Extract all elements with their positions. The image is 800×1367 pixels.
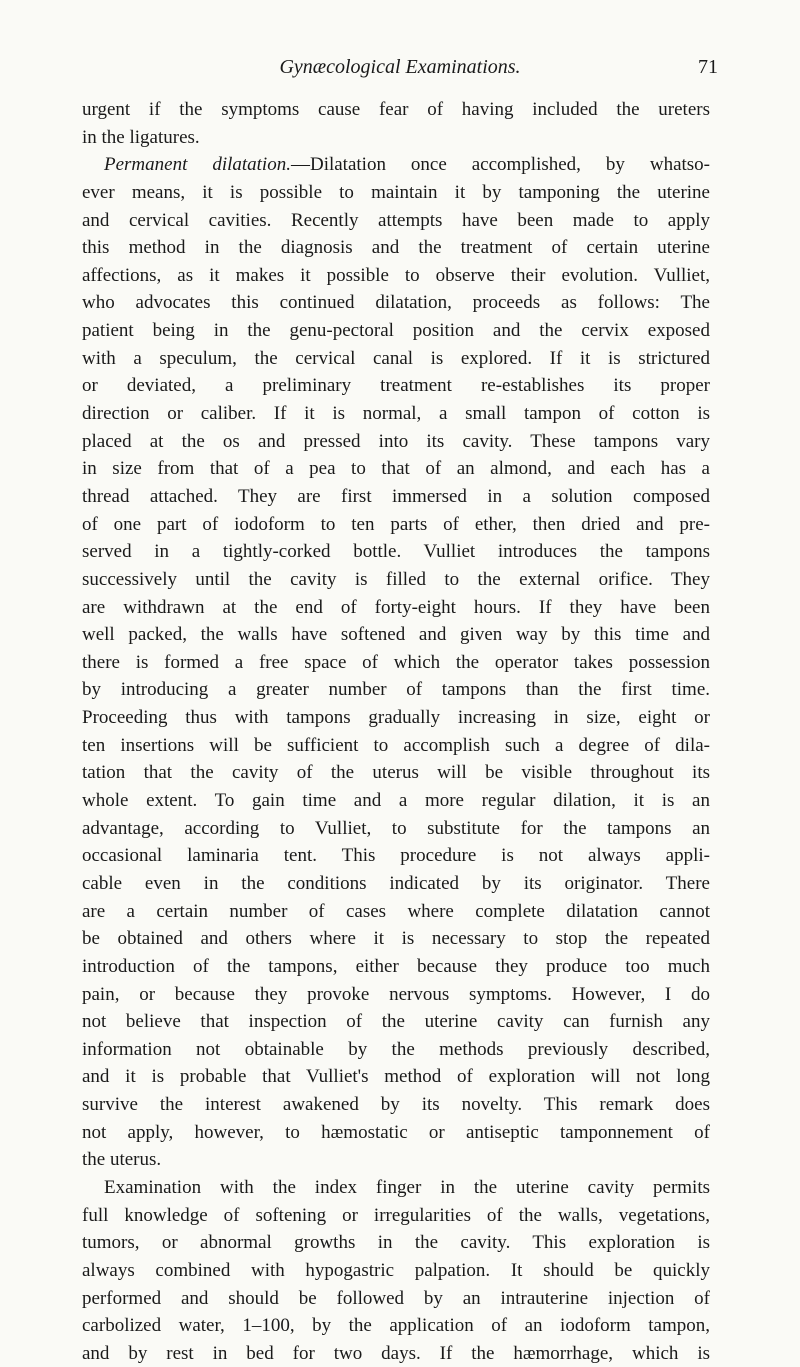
running-title: Gynæcological Examinations. — [279, 56, 521, 78]
text-line: ten insertions will be sufficient to accomplish such a degree of dila- — [82, 734, 710, 756]
text-line: occasional laminaria tent. This procedure is not always appli- — [82, 845, 710, 867]
text-line: and by rest in bed for two days. If the hæmorrhage, which is — [82, 1342, 710, 1364]
text-line: or deviated, a preliminary treatment re-establishes its proper — [82, 375, 710, 397]
text-line: Examination with the index finger in the uterine cavity permits — [104, 1176, 710, 1198]
text-line: patient being in the genu-pectoral position and the cervix exposed — [82, 320, 710, 342]
body-text — [82, 96, 710, 1367]
text-line: successively until the cavity is filled to the external orifice. They — [82, 568, 710, 590]
text-line: urgent if the symptoms cause fear of having included the ureters — [82, 99, 710, 120]
text-line: whole extent. To gain time and a more regular dilation, it is an — [82, 790, 710, 812]
text-line: the uterus. — [82, 1149, 162, 1171]
text-line: pain, or because they provoke nervous symptoms. However, I do — [82, 983, 710, 1005]
text-line: of one part of iodoform to ten parts of ether, then dried and pre- — [82, 513, 710, 535]
text-line: are a certain number of cases where complete dilatation cannot — [82, 900, 710, 922]
text-line: survive the interest awakened by its novelty. This remark does — [82, 1094, 710, 1116]
text-line: full knowledge of softening or irregularities of the walls, vegetations, — [82, 1204, 710, 1226]
text-line: always combined with hypogastric palpation. It should be quickly — [82, 1259, 710, 1281]
section-lead: Permanent dilatation. — [104, 154, 291, 176]
text-line: advantage, according to Vulliet, to substitute for the tampons an — [82, 817, 710, 839]
text-line: not believe that inspection of the uterine cavity can furnish any — [82, 1011, 710, 1033]
running-head — [82, 56, 718, 82]
text-line: in the ligatures. — [82, 126, 200, 148]
text-line: performed and should be followed by an intrauterine injection of — [82, 1287, 710, 1309]
text-line: with a speculum, the cervical canal is explored. If it is strictured — [82, 347, 710, 369]
text-line: by introducing a greater number of tampons than the first time. — [82, 679, 710, 701]
text-line: placed at the os and pressed into its cavity. These tampons vary — [82, 430, 710, 452]
text-line: affections, as it makes it possible to observe their evolution. Vulliet, — [82, 264, 710, 286]
text-line: tumors, or abnormal growths in the cavity. This exploration is — [82, 1232, 710, 1254]
text-line: carbolized water, 1–100, by the application of an iodoform tampon, — [82, 1315, 710, 1337]
text-line: and it is probable that Vulliet's method of exploration will not long — [82, 1066, 710, 1088]
text-line: introduction of the tampons, either because they produce too much — [82, 955, 710, 977]
text-line: in size from that of a pea to that of an almond, and each has a — [82, 458, 710, 480]
page-number: 71 — [698, 56, 718, 78]
text-line: information not obtainable by the methods previously described, — [82, 1038, 710, 1060]
text-line — [82, 151, 710, 179]
text-line: thread attached. They are first immersed in a solution composed — [82, 485, 710, 507]
text-line: ever means, it is possible to maintain it by tamponing the uterine — [82, 181, 710, 203]
text-line: well packed, the walls have softened and given way by this time and — [82, 624, 710, 646]
text-line: cable even in the conditions indicated by its originator. There — [82, 872, 710, 894]
text-line: and cervical cavities. Recently attempts have been made to apply — [82, 209, 710, 231]
text-line: are withdrawn at the end of forty-eight hours. If they have been — [82, 596, 710, 618]
text-line: who advocates this continued dilatation, proceeds as follows: The — [82, 292, 710, 314]
text-line: direction or caliber. If it is normal, a small tampon of cotton is — [82, 403, 710, 425]
text-line-rest: —Dilatation once accomplished, by whatso- — [290, 154, 710, 176]
text-line: this method in the diagnosis and the treatment of certain uterine — [82, 237, 710, 259]
text-line: tation that the cavity of the uterus will be visible throughout its — [82, 762, 710, 784]
text-line: served in a tightly-corked bottle. Vulliet introduces the tampons — [82, 541, 710, 563]
text-line: not apply, however, to hæmostatic or antiseptic tamponnement of — [82, 1121, 710, 1143]
text-line: be obtained and others where it is necessary to stop the repeated — [82, 928, 710, 950]
text-line: Proceeding thus with tampons gradually increasing in size, eight or — [82, 707, 710, 729]
text-line: there is formed a free space of which the operator takes possession — [82, 651, 710, 673]
